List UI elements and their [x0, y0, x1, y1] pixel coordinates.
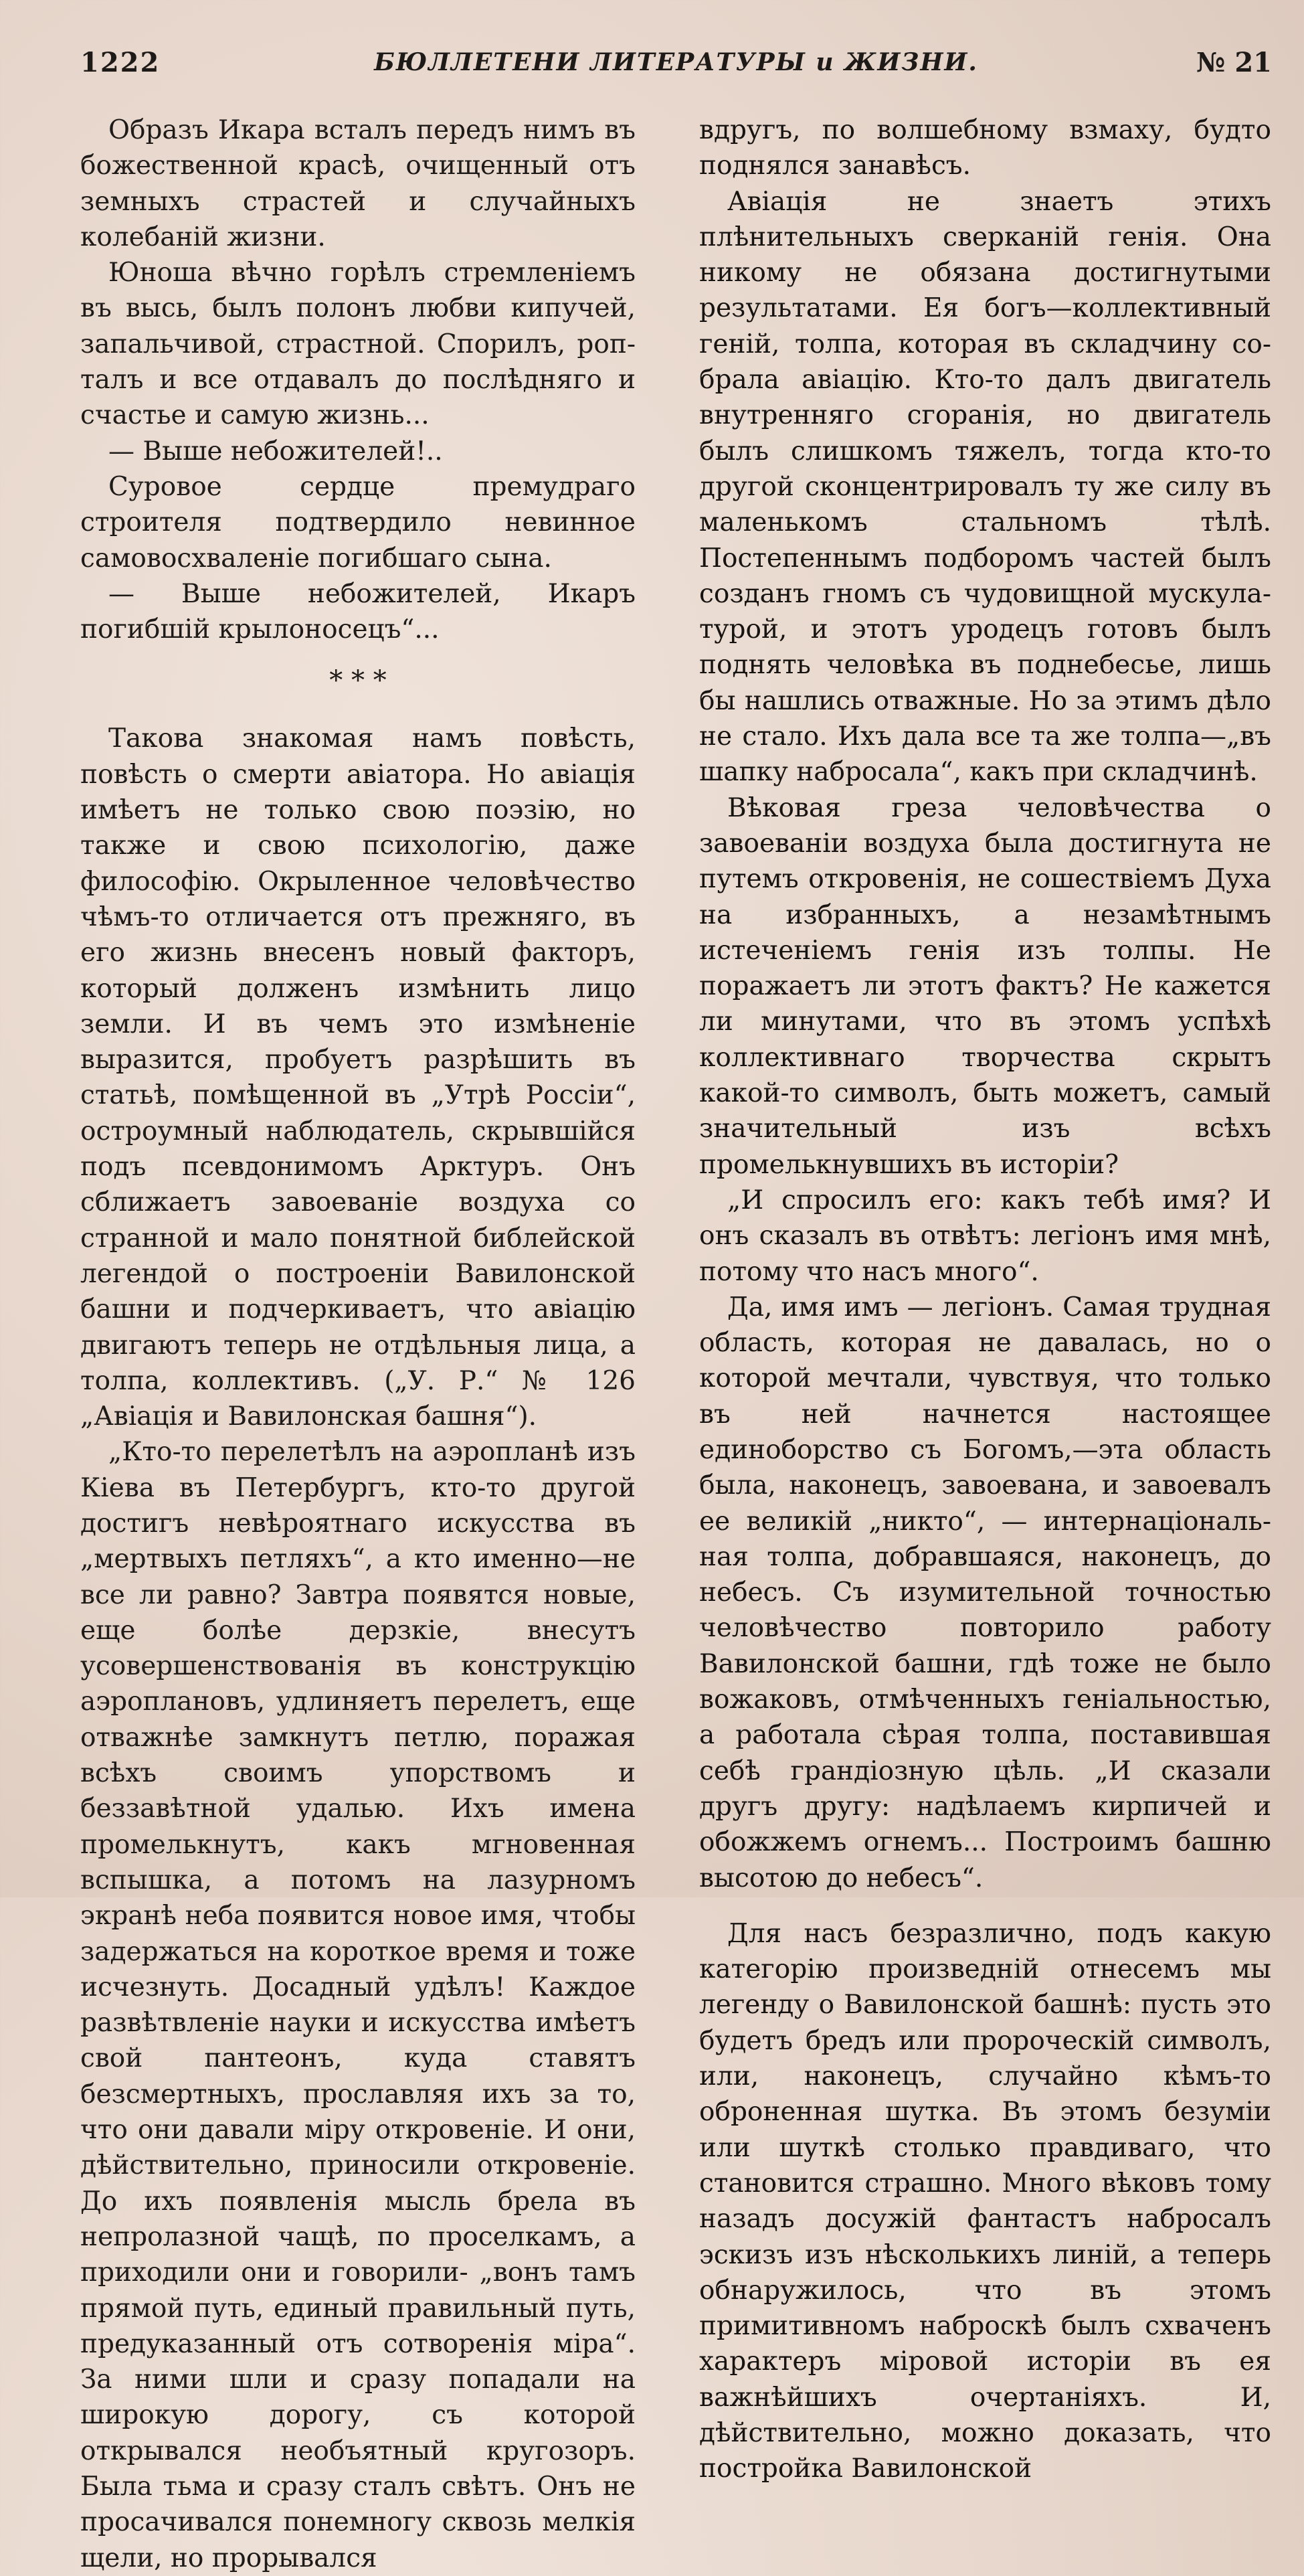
- paragraph: вдругъ, по волшебному взмаху, будто поднялся занавѣсъ.: [699, 115, 1271, 181]
- paragraph: „Кто-то перелетѣлъ на аэропланѣ изъ Кіева въ Петербургъ, кто-то другой достигъ невѣроятнаго искусства въ „мертвыхъ петляхъ“, а кто именно—не все ли равно? Завтра появятся новые, еще болѣе дерзкіе, внесутъ усовершенствованія въ конструкцію аэроплановъ, удлиняетъ перелетъ, еще отважнѣе замкнутъ петлю, поражая всѣхъ своимъ упорствомъ и беззавѣтной удалью. Ихъ имена промелькнутъ, какъ мгновенная вспышка, а потомъ на лазурномъ экранѣ неба появится новое имя, чтобы задержаться на короткое время и тоже исчезнуть. Досадный удѣлъ! Каждое развѣтвленіе науки и искусства имѣетъ свой пантеонъ, куда ставятъ безсмертныхъ, прославляя ихъ за то, что они давали міру откровеніе. И они, дѣйствительно, приносили откровеніе. До ихъ появленія мысль брела въ непролазной чащѣ, по проселкамъ, а приходили они и говорили- „вонъ тамъ прямой путь, единый правильный путь, предуказанный отъ сотворенія міра“. За ними шли и сразу попадали на широкую дорогу, съ которой открывался необъятный кругозоръ. Была тьма и сразу сталъ свѣтъ. Онъ не просачивался понемногу сквозь мелкія щели, но прорывался: [80, 1437, 636, 2573]
- issue-number: № 21: [1196, 47, 1272, 78]
- paragraph: — Выше небожителей, Икаръ погибшій крылоносецъ“...: [80, 578, 636, 645]
- journal-title: БЮЛЛЕТЕНИ ЛИТЕРАТУРЫ и ЖИЗНИ.: [374, 48, 978, 76]
- paragraph: Вѣковая греза человѣчества о завоеваніи воздуха была достигнута не путемъ откровенія, не сошествіемъ Духа на избранныхъ, а незамѣтнымъ истеченіемъ генія изъ толпы. Не поражаетъ ли этотъ фактъ? Не кажется ли минутами, что въ этомъ успѣхѣ коллективнаго творчества скрытъ какой-то символъ, быть можетъ, самый значительный изъ всѣхъ промелькнувшихъ въ исторіи?: [699, 792, 1271, 1180]
- paragraph: „И спросилъ его: какъ тебѣ имя? И онъ сказалъ въ отвѣтъ: легіонъ имя мнѣ, потому что насъ много“.: [699, 1185, 1271, 1287]
- paragraph: — Выше небожителей!..: [108, 436, 443, 466]
- paragraph: Такова знакомая намъ повѣсть, повѣсть о смерти авіатора. Но авіація имѣетъ не только свою поэзію, но также и свою психологію, даже философію. Окрыленное человѣчество чѣмъ-то отличается отъ прежняго, въ его жизнь внесенъ новый факторъ, который долженъ измѣнить лицо земли. И въ чемъ это измѣненіе выразится, пробуетъ разрѣшить въ статьѣ, помѣщенной въ „Утрѣ Россіи“, остроумный наблюдатель, скрывшійся подъ псевдонимомъ Арктуръ. Онъ сближаетъ завоеваніе воздуха со странной и мало понятной библейской легендой о построеніи Вавилонской башни и подчеркиваетъ, что авіацію двигаютъ теперь не отдѣльныя лица, а толпа, коллективъ. („У. Р.“ № 126 „Авіація и Вавилонская башня“).: [80, 723, 636, 1432]
- section-asterism: * * *: [329, 665, 387, 697]
- text-columns: [80, 112, 1272, 2573]
- paragraph: Юноша вѣчно горѣлъ стремленіемъ въ высь, былъ полонъ любви кипучей, запальчивой, страстной. Спорилъ, ропталъ и все отдавалъ до послѣдняго и счастье и самую жизнь...: [80, 258, 636, 431]
- paragraph: Суровое сердце премудраго строителя подтвердило невинное самовосхваленіе погибшаго сына.: [80, 471, 636, 574]
- page-number: 1222: [80, 47, 161, 78]
- page-header: [80, 47, 1272, 87]
- left-column: [80, 112, 636, 2576]
- paragraph: Образъ Икара всталъ передъ нимъ въ божественной красѣ, очищенный отъ земныхъ страстей и случайныхъ колебаній жизни.: [80, 115, 636, 252]
- right-column: [699, 112, 1271, 2487]
- paragraph: Да, имя имъ — легіонъ. Самая трудная область, которая не давалась, но о которой мечтали, чувствуя, что только въ ней начнется настоящее единоборство съ Богомъ,—эта область была, наконецъ, завоевана, и завоевалъ ее великій „никто“, — интернаціональная толпа, добравшаяся, наконецъ, до небесъ. Съ изумительной точностью человѣчество повторило работу Вавилонской башни, гдѣ тоже не было вожаковъ, отмѣченныхъ геніальностью, а работала сѣрая толпа, поставившая себѣ грандіозную цѣль. „И сказали другъ другу: надѣлаемъ кирпичей и обожжемъ огнемъ... Построимъ башню высотою до небесъ“.: [699, 1292, 1271, 1893]
- paragraph: Для насъ безразлично, подъ какую категорію произведній отнесемъ мы легенду о Вавилонской башнѣ: пусть это будетъ бредъ или пророческій символъ, или, наконецъ, случайно кѣмъ-то оброненная шутка. Въ этомъ безуміи или шуткѣ столько правдиваго, что становится страшно. Много вѣковъ тому назадъ досужій фантастъ набросалъ эскизъ изъ нѣсколькихъ линій, а теперь обнаружилось, что въ этомъ примитивномъ наброскѣ былъ схваченъ характеръ міровой исторіи въ ея важнѣйшихъ очертаніяхъ. И, дѣйствительно, можно доказать, что постройка Вавилонской: [699, 1918, 1271, 2484]
- paragraph: Авіація не знаетъ этихъ плѣнительныхъ сверканій генія. Она никому не обязана достигнутыми результатами. Ея богъ—коллективный геній, толпа, которая въ складчину собрала авіацію. Кто-то далъ двигатель внутренняго сгоранія, но двигатель былъ слишкомъ тяжелъ, тогда кто-то другой сконцентрировалъ ту же силу въ маленькомъ стальномъ тѣлѣ. Постепеннымъ подборомъ частей былъ созданъ гномъ съ чудовищной мускулатурой, и этотъ уродецъ готовъ былъ поднять человѣка въ поднебесье, лишь бы нашлись отважные. Но за этимъ дѣло не стало. Ихъ дала все та же толпа—„въ шапку набросала“, какъ при складчинѣ.: [699, 186, 1271, 788]
- section-divider: [699, 1896, 1271, 1916]
